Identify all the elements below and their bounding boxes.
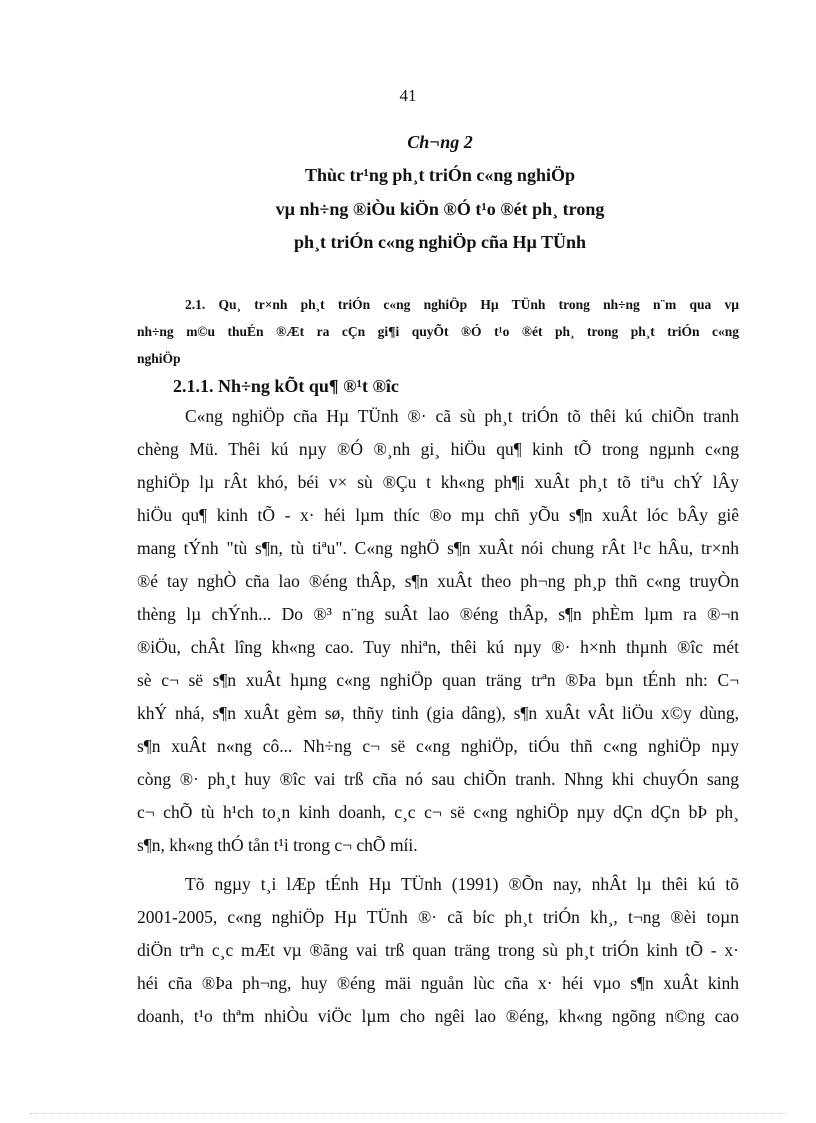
section-heading-line-3: nghiÖp <box>137 351 181 366</box>
section-heading <box>137 291 739 372</box>
chapter-title-line-3: ph¸t triÓn c«ng nghiÖp cña Hµ TÜnh <box>293 232 587 252</box>
section-heading-line-2: nh÷ng m©u thuÉn ®Æt ra cÇn gi¶i quyÕt ®Ó t¹o ®ét ph¸ trong ph¸t triÓn c«ng <box>137 324 739 339</box>
paragraph-1-line-5: mang tÝnh "tù s¶n, tù tiªu". C«ng nghÖ s¶n xuÂt nói chung rÂt l¹c hÂu, tr×nh <box>137 538 739 558</box>
page-number: 41 <box>399 86 417 105</box>
paragraph-1-line-11: s¶n xuÂt n«ng cô... Nh÷ng c¬ së c«ng nghiÖp, tiÓu thñ c«ng nghiÖp nµy <box>137 736 739 756</box>
paragraph-1-line-13: c¬ chÕ tù h¹ch to¸n kinh doanh, c¸c c¬ së c«ng nghiÖp nµy dÇn dÇn bÞ ph¸ <box>137 802 739 822</box>
paragraph-1-line-6: ®é tay nghÒ cña lao ®éng thÂp, s¶n xuÂt theo ph¬ng ph¸p thñ c«ng truyÒn <box>137 571 739 591</box>
paragraph-1-line-9: sè c¬ së s¶n xuÂt hµng c«ng nghiÖp quan träng trªn ®Þa bµn tÉnh nh: C¬ <box>137 670 739 690</box>
paragraph-1-line-1: C«ng nghiÖp cña Hµ TÜnh ®· cã sù ph¸t triÓn tõ thêi kú chiÕn tranh <box>185 406 739 426</box>
paragraph-1-line-12: còng ®· ph¸t huy ®îc vai trß cña nó sau chiÕn tranh. Nhng khi chuyÓn sang <box>137 769 739 789</box>
paragraph-2-line-1: Tõ ngµy t¸i lÆp tÉnh Hµ TÜnh (1991) ®Õn nay, nhÂt lµ thêi kú tõ <box>185 874 739 894</box>
paragraph-2-line-4: héi cña ®Þa ph¬ng, huy ®éng mäi nguån lùc cña x· héi vµo s¶n xuÂt kinh <box>137 973 739 993</box>
paragraph-1-line-7: thèng lµ chÝnh... Do ®³ n¨ng suÂt lao ®éng thÂp, s¶n phÈm lµm ra ®¬n <box>137 604 739 624</box>
section-heading-line-1: 2.1. Qu¸ tr×nh ph¸t triÓn c«ng nghiÖp Hµ TÜnh trong nh÷ng n¨m qua vµ <box>185 297 739 312</box>
paragraph-1-line-3: nghiÖp lµ rÂt khó, béi v× sù ®Çu t kh«ng ph¶i xuÂt ph¸t tõ tiªu chÝ lÂy <box>137 472 739 492</box>
paragraph-1-line-8: ®iÖu, chÂt lîng kh«ng cao. Tuy nhiªn, thêi kú nµy ®· h×nh thµnh ®îc mét <box>137 637 739 657</box>
paragraph-2-line-5: doanh, t¹o thªm nhiÒu viÖc lµm cho ngêi lao ®éng, kh«ng ngõng n©ng cao <box>137 1006 739 1026</box>
paragraph-2-line-2: 2001-2005, c«ng nghiÖp Hµ TÜnh ®· cã bíc ph¸t triÓn kh¸, t¬ng ®èi toµn <box>137 907 739 927</box>
chapter-label: Ch¬ng 2 <box>407 132 473 152</box>
paragraph-1-line-10: khÝ nhá, s¶n xuÂt gèm sø, thñy tinh (gia dâng), s¶n xuÂt vÂt liÖu x©y dùng, <box>137 703 739 723</box>
paragraph-1-line-14: s¶n, kh«ng thÓ tån t¹i trong c¬ chÕ míi. <box>137 835 418 855</box>
paragraph-2-line-3: diÖn trªn c¸c mÆt vµ ®ãng vai trß quan träng trong sù ph¸t triÓn kinh tÕ - x· <box>137 940 739 960</box>
paragraph-1-line-2: chèng Mü. Thêi kú nµy ®Ó ®¸nh gi¸ hiÖu qu¶ kinh tÕ trong ngµnh c«ng <box>137 439 739 459</box>
chapter-title-line-1: Thùc tr¹ng ph¸t triÓn c«ng nghiÖp <box>305 165 575 185</box>
chapter-title-line-2: vµ nh÷ng ®iÒu kiÖn ®Ó t¹o ®ét ph¸ trong <box>275 199 605 219</box>
page-bottom-divider <box>30 1113 786 1114</box>
subsection-heading: 2.1.1. Nh÷ng kÕt qu¶ ®¹t ®îc <box>173 376 399 396</box>
paragraph-1-line-4: hiÖu qu¶ kinh tÕ - x· héi lµm thíc ®o mµ chñ yÕu s¶n xuÂt lóc bÂy giê <box>137 505 739 525</box>
